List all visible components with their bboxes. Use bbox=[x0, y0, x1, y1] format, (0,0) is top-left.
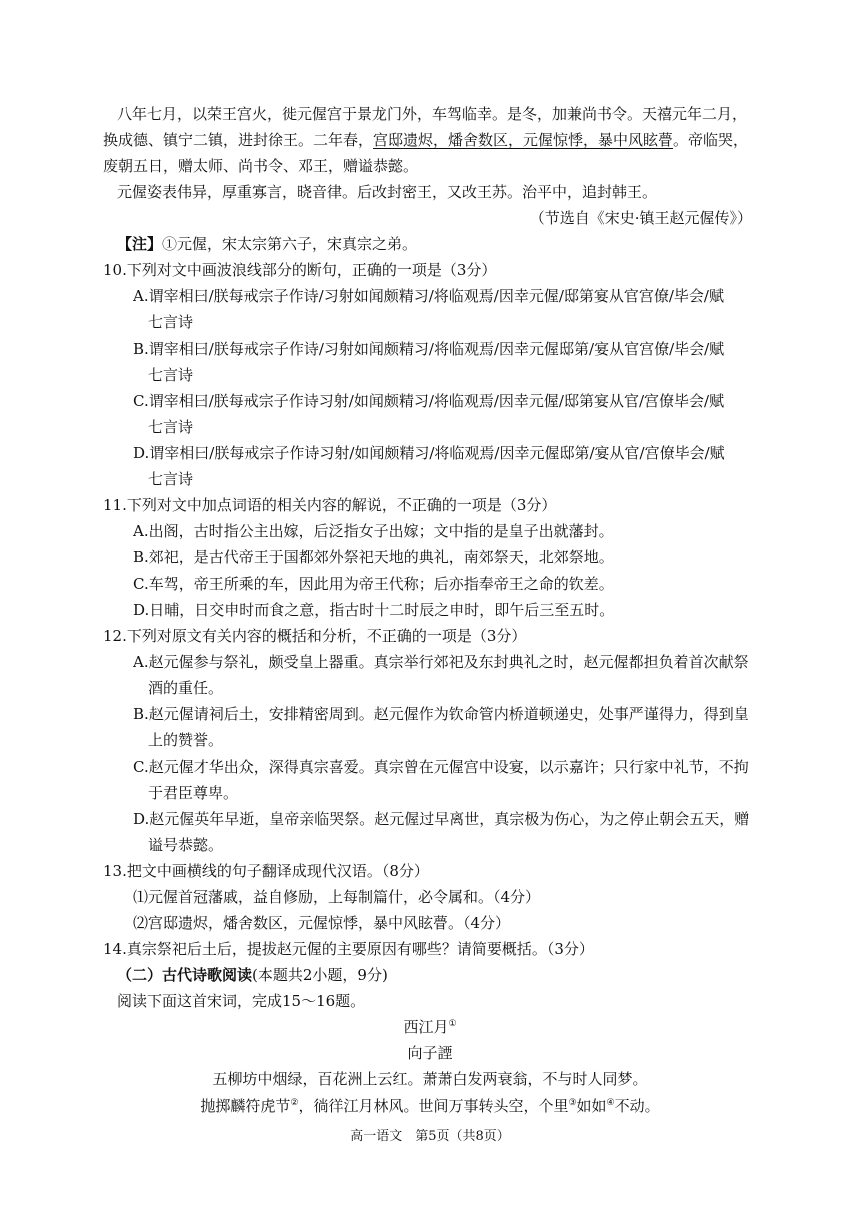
section-2-heading bbox=[117, 962, 388, 988]
passage-line-2 bbox=[103, 127, 748, 153]
poem-author: 向子諲 bbox=[407, 1044, 453, 1062]
poem-title bbox=[0, 1014, 860, 1040]
q10-option-b-cont: 七言诗 bbox=[148, 366, 194, 384]
question-10-stem: 10.下列对文中画波浪线部分的断句，正确的一项是（3分） bbox=[103, 261, 497, 279]
poem-line-1: 五柳坊中烟绿，百花洲上云红。萧萧白发两衰翁，不与时人同梦。 bbox=[212, 1070, 648, 1088]
poem-text: 不动。 bbox=[614, 1097, 660, 1115]
q10-option-c-cont: 七言诗 bbox=[148, 418, 194, 436]
footnote-marker: ① bbox=[448, 1019, 457, 1029]
q10-option-a: A.谓宰相曰/朕每戒宗子作诗/习射如闻颇精习/将临观焉/因幸元偓/邸第宴从官宫僚/毕会/赋 bbox=[133, 287, 724, 305]
poem-line-2 bbox=[0, 1093, 860, 1119]
q12-option-a-cont: 酒的重任。 bbox=[148, 679, 224, 697]
poem-title-text: 西江月 bbox=[403, 1018, 449, 1036]
q11-option-b: B.郊祀，是古代帝王于国都郊外祭祀天地的典礼，南郊祭天，北郊祭地。 bbox=[133, 548, 614, 566]
passage-paragraph-2: 元偓姿表伟异，厚重寡言，晓音律。后改封密王，又改王苏。治平中，追封韩王。 bbox=[117, 183, 658, 201]
q10-option-c: C.谓宰相曰/朕每戒宗子作诗习射/如闻颇精习/将临观焉/因幸元偓/邸第宴从官/宫僚毕会/赋 bbox=[133, 392, 725, 410]
q12-option-c-cont: 于君臣尊卑。 bbox=[148, 784, 239, 802]
poem-text: ，徜徉江月林风。世间万事转头空，个里 bbox=[298, 1097, 569, 1115]
question-14-stem: 14.真宗祭祀后土后，提拔赵元偓的主要原因有哪些？请简要概括。（3分） bbox=[103, 940, 594, 958]
poem-text: 抛掷麟符虎节 bbox=[200, 1097, 291, 1115]
poem-text: 如如 bbox=[576, 1097, 607, 1115]
question-11-stem: 11.下列对文中加点词语的相关内容的解说，不正确的一项是（3分） bbox=[103, 496, 557, 514]
underlined-sentence: 宫邸遗烬，燔舍数区，元偓惊悸，暴中风眩瞢 bbox=[373, 131, 674, 149]
passage-text: 换成德、镇宁二镇，进封徐王。二年春， bbox=[103, 131, 374, 149]
q12-option-a: A.赵元偓参与祭礼，颇受皇上器重。真宗举行郊祀及东封典礼之时，赵元偓都担负着首次献祭 bbox=[133, 653, 749, 671]
q12-option-b: B.赵元偓请祠后土，安排精密周到。赵元偓作为钦命管内桥道顿递史，处事严谨得力，得到皇 bbox=[133, 705, 749, 723]
question-12-stem: 12.下列对原文有关内容的概括和分析，不正确的一项是（3分） bbox=[103, 627, 527, 645]
passage-text: 。帝临哭， bbox=[673, 131, 749, 149]
q11-option-a: A.出阁，古时指公主出嫁，后泛指女子出嫁；文中指的是皇子出就藩封。 bbox=[133, 522, 614, 540]
q13-sentence-2: ⑵宫邸遗烬，燔舍数区，元偓惊悸，暴中风眩瞢。（4分） bbox=[133, 914, 511, 932]
footnote-marker: ③ bbox=[568, 1098, 577, 1108]
q12-option-b-cont: 上的赞誉。 bbox=[148, 731, 224, 749]
passage-source: （节选自《宋史·镇王赵元偓传》） bbox=[529, 209, 752, 227]
q10-option-d-cont: 七言诗 bbox=[148, 470, 194, 488]
q10-option-b: B.谓宰相曰/朕每戒宗子作诗/习射如闻颇精习/将临观焉/因幸元偓邸第/宴从官宫僚/毕会/赋 bbox=[133, 340, 725, 358]
q10-option-d: D.谓宰相曰/朕每戒宗子作诗习射/如闻颇精习/将临观焉/因幸元偓邸第/宴从官/宫僚毕会/赋 bbox=[133, 444, 725, 462]
note-label: 【注】 bbox=[117, 235, 163, 253]
q12-option-d-cont: 谥号恭懿。 bbox=[148, 836, 224, 854]
note-text: ①元偓，宋太宗第六子，宋真宗之弟。 bbox=[162, 235, 418, 253]
section-2-intro: 阅读下面这首宋词，完成15～16题。 bbox=[117, 992, 366, 1010]
q13-sentence-1: ⑴元偓首冠藩戚，益自修励，上每制篇什，必令属和。（4分） bbox=[133, 888, 541, 906]
q11-option-c: C.车驾，帝王所乘的车，因此用为帝王代称；后亦指奉帝王之命的钦差。 bbox=[133, 575, 614, 593]
question-13-stem: 13.把文中画横线的句子翻译成现代汉语。（8分） bbox=[103, 862, 429, 880]
q11-option-d: D.日晡，日交申时而食之意，指古时十二时辰之申时，即午后三至五时。 bbox=[133, 601, 615, 619]
section-heading-rest: (本题共2小题，9分) bbox=[252, 966, 388, 984]
passage-line-1: 八年七月，以荣王宫火，徙元偓宫于景龙门外，车驾临幸。是冬，加兼尚书令。天禧元年二月， bbox=[117, 105, 748, 123]
page-footer: 高一语文 第5页（共8页） bbox=[350, 1129, 510, 1144]
section-heading-bold: （二）古代诗歌阅读 bbox=[117, 966, 253, 984]
passage-note bbox=[117, 231, 417, 257]
q12-option-d: D.赵元偓英年早逝，皇帝亲临哭祭。赵元偓过早离世，真宗极为伤心，为之停止朝会五天，赠 bbox=[133, 810, 750, 828]
footnote-marker: ② bbox=[290, 1098, 299, 1108]
q12-option-c: C.赵元偓才华出众，深得真宗喜爱。真宗曾在元偓宫中设宴，以示嘉许；只行家中礼节，不拘 bbox=[133, 758, 749, 776]
passage-line-3: 废朝五日，赠太师、尚书令、邓王，赠谥恭懿。 bbox=[103, 157, 419, 175]
q10-option-a-cont: 七言诗 bbox=[148, 313, 194, 331]
footnote-marker: ④ bbox=[606, 1098, 615, 1108]
